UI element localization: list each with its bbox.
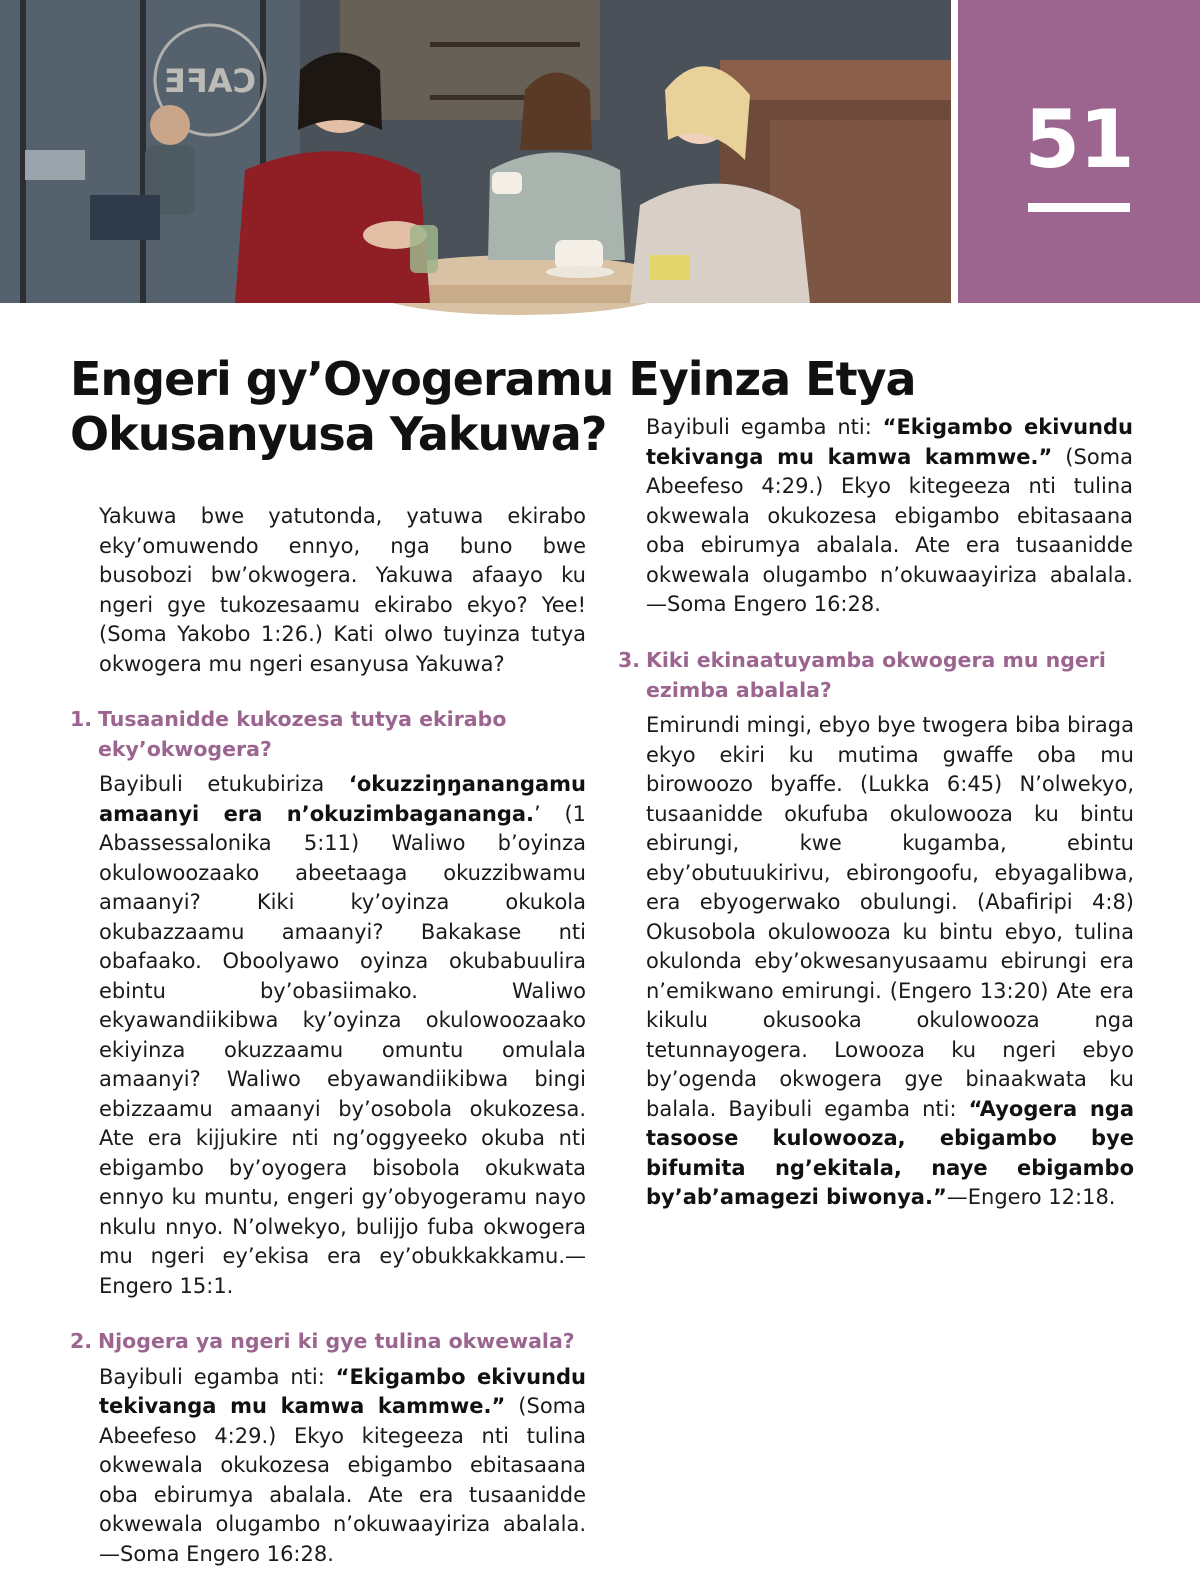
question-text: Njogera ya ngeri ki gye tulina okwewala? xyxy=(98,1329,575,1353)
page-title-line-1: Engeri gy’Oyogeramu Eyinza Etya xyxy=(70,352,916,406)
text-run: Emirundi mingi, ebyo bye twogera biba biraga ekyo ekiri ku mutima gwaffe oba mu birowoozo byaffe. (Lukka 6:45) N’olwekyo, tusaanidde okufuba okulowooza ku bintu ebirungi, kwe kugamba, ebintu eby’obutuukirivu, ebirongoofu, ebyagalibwa, era ebyogerwako obulungi. (Abafiripi 4:8) Okusobola okulowooza ku bintu ebyo, tulina okulonda eby’okwesanyusaamu ebirungi era n’emikwano emirungi. (Engero 13:20) Ate era kikulu okusooka okulowooza nga tetunnayogera. Lowooza ku ngeri ebyo by’ogenda okwogera gye binaakwata ku balala. Bayibuli egamba nti: xyxy=(646,713,1134,1121)
bold-quote: “Ekigambo ekivundu tekivanga mu kamwa kammwe.” xyxy=(99,1364,586,1418)
header-photo xyxy=(0,0,951,303)
question-number: 1. xyxy=(70,707,93,731)
text-run: Bayibuli etukubiriza xyxy=(99,772,349,796)
left-column xyxy=(70,502,586,1566)
question-heading-1 xyxy=(70,705,586,764)
section-3-paragraph xyxy=(618,711,1134,1213)
text-run: (Soma Abeefeso 4:29.) Ekyo kitegeeza nti tulina okwewala okukozesa ebigambo ebitasaana oba ebirumya abalala. Ate era tusaanidde okwewala olugambo n’okuwaayiriza abalala.—Soma Engero 16:28. xyxy=(646,444,1133,616)
page-title-line-2: Okusanyusa Yakuwa? xyxy=(70,407,607,461)
right-column xyxy=(618,415,1134,1213)
text-run-continued xyxy=(646,413,1133,620)
text-run: —Engero 12:18. xyxy=(946,1185,1116,1209)
text-run: ’ (1 Abassessalonika 5:11) Waliwo b’oyinza okulowoozaako abeetaaga okuzzibwamu amaanyi? Kiki ky’oyinza okukola okubazzaamu amaanyi? Bakakase nti obafaako. Oboolyawo oyinza okubabuulira ebintu by’obasiimako. Waliwo ekyawandiikibwa ky’oyinza okulowoozaako ekiyinza okuzzaamu omuntu omulala amaanyi? Waliwo ebyawandiikibwa bingi ebizzaamu amaanyi by’osobola okukozesa. Ate era kijjukire nti ng’oggyeeko okuba nti ebigambo by’oyogera bisobola okukwata ennyo ku muntu, engeri gy’obyogeramu nayo nkulu nnyo. N’olwekyo, bulijjo fuba okwogera mu ngeri ey’ekisa era ey’obukkakkamu.—Engero 15:1. xyxy=(99,801,586,1298)
lesson-number-badge xyxy=(958,0,1200,303)
section-2-paragraph-continued xyxy=(618,415,1134,620)
text-run: Bayibuli egamba nti: xyxy=(99,1364,336,1389)
question-number: 2. xyxy=(70,1329,93,1353)
intro-paragraph: Yakuwa bwe yatutonda, yatuwa ekirabo eky’omuwendo ennyo, nga buno bwe busobozi bw’okwogera. Yakuwa afaayo ku ngeri gye tukozesaamu ekirabo ekyo? Yee! (Soma Yakobo 1:26.) Kati olwo tuyinza tutya okwogera mu ngeri esanyusa Yakuwa? xyxy=(99,504,586,676)
bold-quote: ‘okuzziŋŋanangamu amaanyi era n’okuzimbagananga. xyxy=(99,772,586,826)
bold-quote: “Ayogera nga tasoose kulowooza, ebigambo bye bifumita ng’ekitala, naye ebigambo by’ab’amagezi biwonya.” xyxy=(646,1096,1134,1209)
cafe-scene-illustration xyxy=(0,0,951,303)
section-2-paragraph xyxy=(70,1363,586,1566)
question-heading-2 xyxy=(70,1327,586,1357)
text-run: (Soma Abeefeso 4:29.) Ekyo kitegeeza nti tulina okwewala okukozesa ebigambo ebitasaana oba ebirumya abalala. Ate era tusaanidde okwewala olugambo n’okuwaayiriza abalala.—Soma Engero 16:28. xyxy=(99,1394,586,1566)
question-heading-3 xyxy=(618,646,1134,705)
text-run: Bayibuli egamba nti: xyxy=(646,415,883,439)
question-text: Kiki ekinaatuyamba okwogera mu ngeri ezimba abalala? xyxy=(646,648,1106,702)
lesson-number: 51 xyxy=(1024,93,1134,186)
question-number: 3. xyxy=(618,648,641,672)
cafe-sign-text: CAFE xyxy=(164,62,256,100)
section-1-paragraph xyxy=(70,770,586,1301)
bold-quote: “Ekigambo ekivundu tekivanga mu kamwa kammwe.” xyxy=(646,415,1133,469)
question-text: Tusaanidde kukozesa tutya ekirabo eky’okwogera? xyxy=(98,707,507,761)
lesson-number-underline xyxy=(1028,203,1130,212)
